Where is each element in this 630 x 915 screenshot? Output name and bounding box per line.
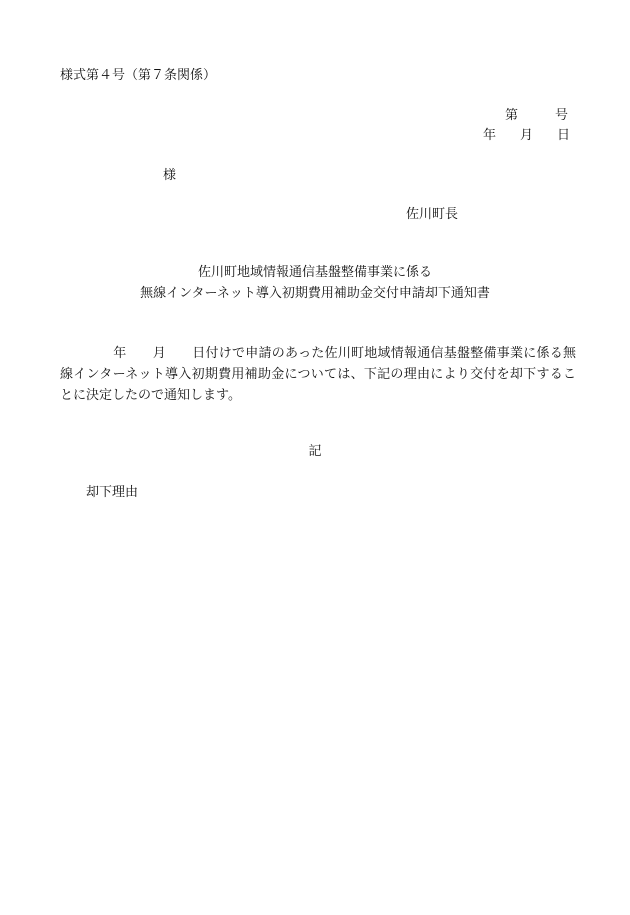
- document-title-line2: 無線インターネット導入初期費用補助金交付申請却下通知書: [140, 286, 490, 301]
- sender-name: 佐川町長: [406, 207, 459, 222]
- date-day: 日: [557, 128, 571, 143]
- addressee-honorific: 様: [163, 168, 177, 183]
- date-year: 年: [483, 128, 497, 143]
- body-year: 年: [113, 346, 127, 361]
- body-text: 日付けで申請のあった佐川町地域情報通信基盤整備事業に係る無線インターネット導入初期費用補助金については、下記の理由により交付を却下することに決定したので通知します。: [60, 346, 576, 403]
- body-paragraph: [60, 343, 576, 406]
- date-month: 月: [520, 128, 534, 143]
- document-date-line: [483, 128, 570, 144]
- reason-label: 却下理由: [86, 485, 139, 500]
- form-label: 様式第４号（第７条関係）: [60, 68, 217, 83]
- ki-heading: 記: [308, 444, 322, 459]
- document-title-line1: 佐川町地域情報通信基盤整備事業に係る: [197, 265, 432, 280]
- number-prefix: 第: [505, 108, 519, 123]
- body-month: 月: [152, 346, 166, 361]
- number-suffix: 号: [555, 108, 569, 123]
- document-number-line: [505, 108, 568, 124]
